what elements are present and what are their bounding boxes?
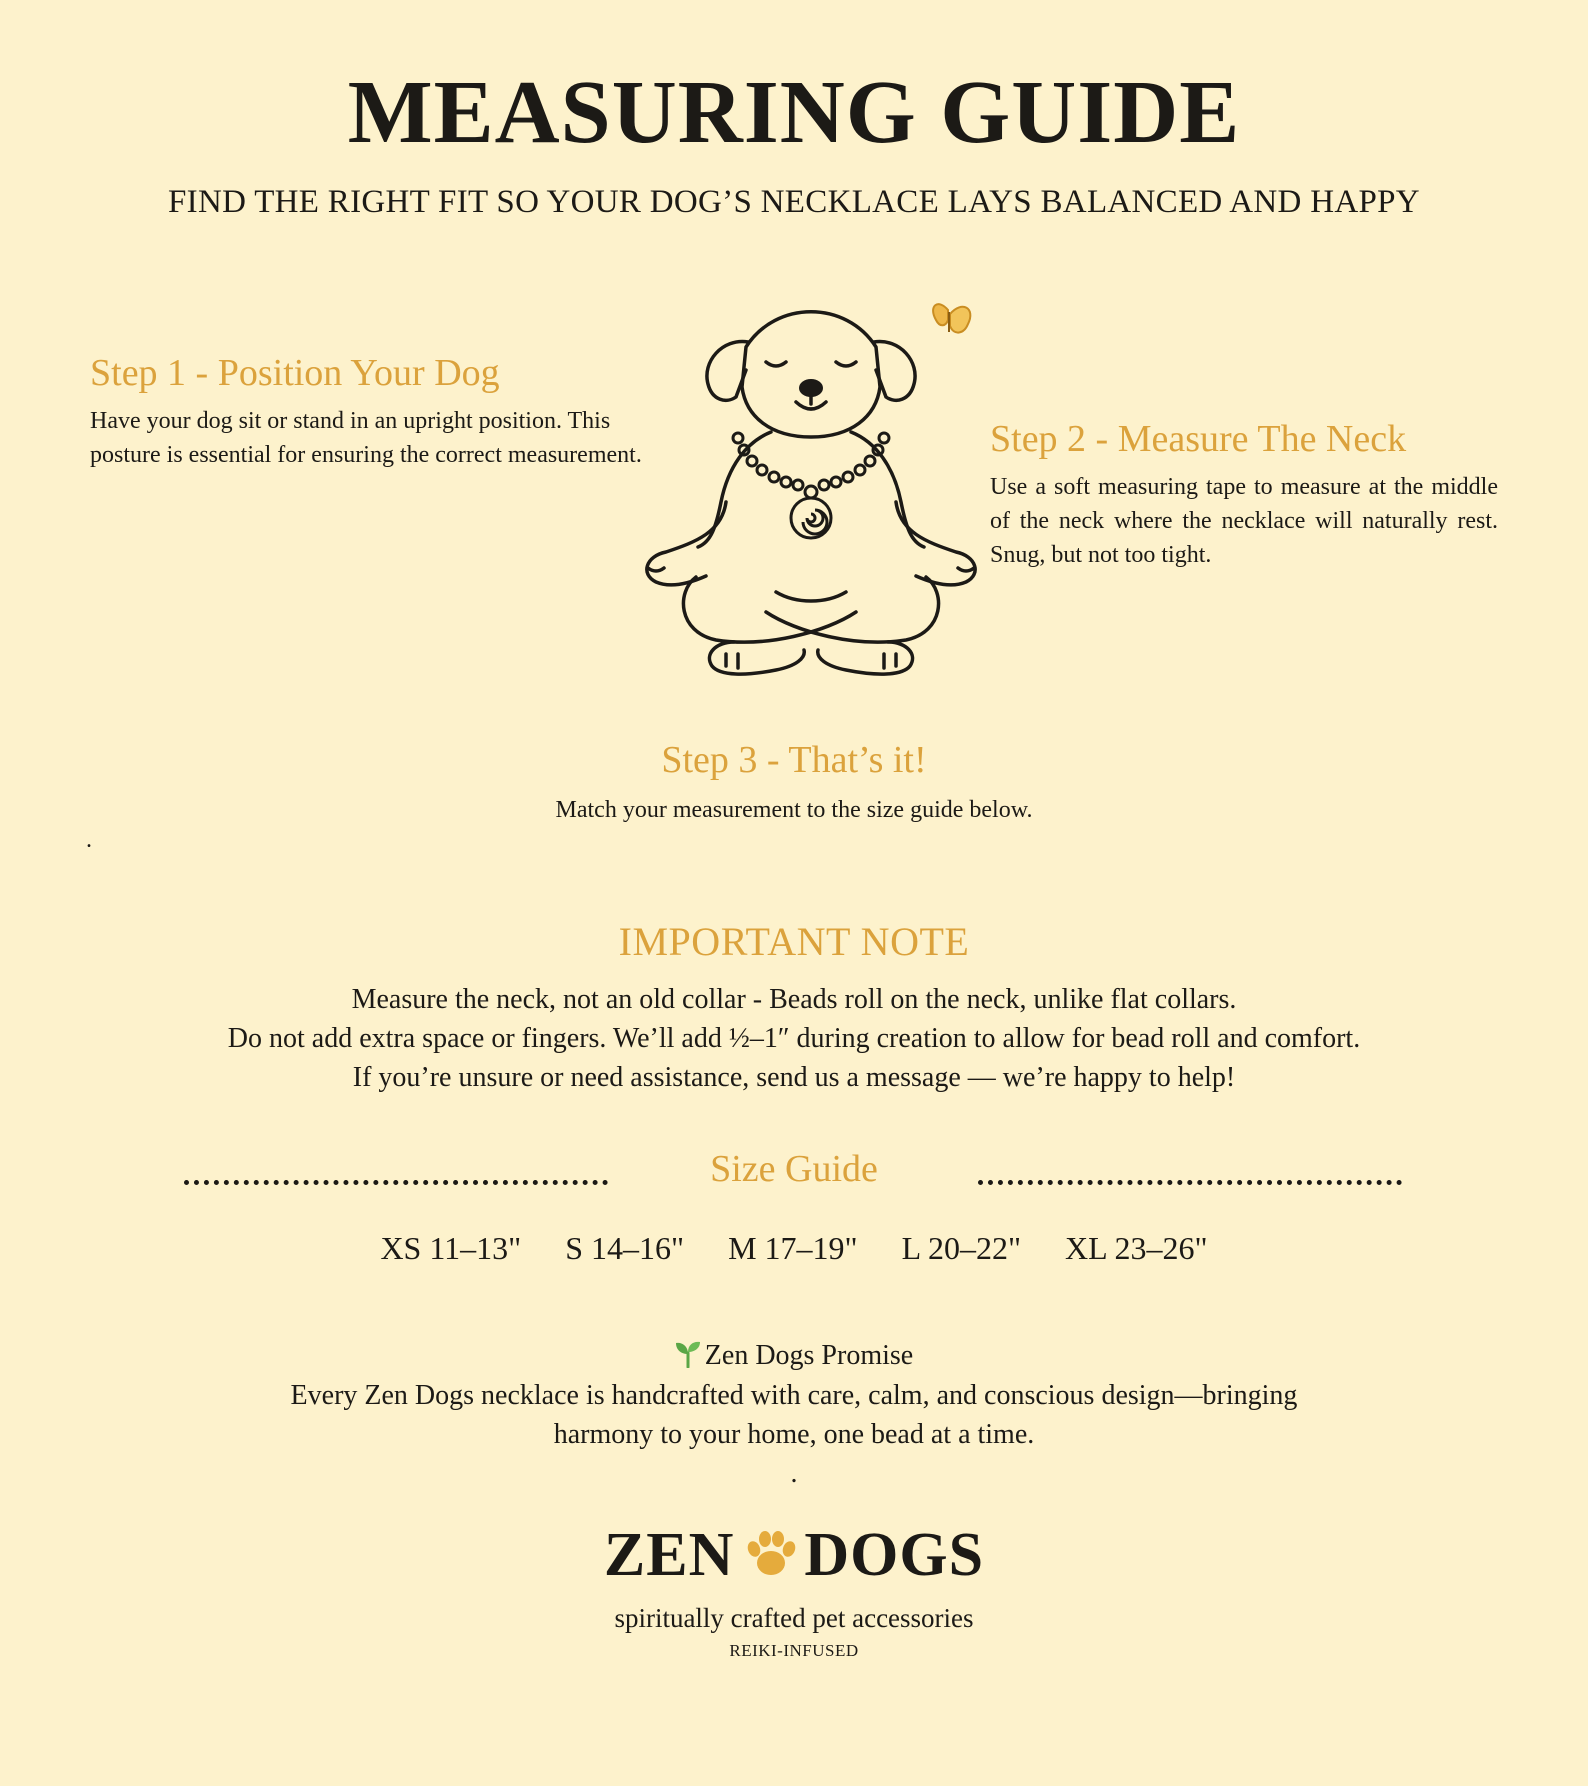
- page-title: MEASURING GUIDE: [347, 63, 1241, 162]
- step-3-text: Match your measurement to the size guide below.: [555, 797, 1033, 823]
- brand-name: [0, 1521, 1588, 1592]
- step-2-text: Use a soft measuring tape to measure at the middle of the neck where the necklace will naturally rest. Snug, but not too tight.: [990, 474, 1498, 568]
- step-1-text: Have your dog sit or stand in an upright position. This posture is essential for ensuring the correct measurement.: [90, 408, 642, 468]
- promise-heading: [0, 1338, 1588, 1374]
- step-3: [0, 741, 1588, 827]
- brand-tagline: spiritually crafted pet accessories: [614, 1603, 974, 1633]
- promise-line: Every Zen Dogs necklace is handcrafted with care, calm, and conscious design—bringing: [290, 1380, 1298, 1411]
- size-list: [0, 1232, 1588, 1264]
- important-note-text: [0, 980, 1588, 1097]
- brand-name-left: ZEN: [603, 1521, 735, 1589]
- step-1-title: Step 1 - Position Your Dog: [90, 352, 500, 394]
- paw-icon: [744, 1527, 798, 1592]
- promise-line: harmony to your home, one bead at a time.: [553, 1419, 1035, 1450]
- size-l: L 20–22": [901, 1230, 1022, 1266]
- sprout-icon: [675, 1340, 701, 1368]
- meditating-dog-illustration: [626, 292, 996, 692]
- page-subtitle: FIND THE RIGHT FIT SO YOUR DOG’S NECKLACE LAYS BALANCED AND HAPPY: [168, 184, 1420, 220]
- promise-dot: .: [790, 1458, 798, 1489]
- note-line: Measure the neck, not an old collar - Beads roll on the neck, unlike flat collars.: [351, 984, 1237, 1015]
- important-note: [0, 919, 1588, 1097]
- zen-dogs-promise: [0, 1338, 1588, 1493]
- important-note-title: IMPORTANT NOTE: [618, 919, 970, 964]
- meditating-dog-icon: [626, 292, 996, 692]
- size-xs: XS 11–13": [380, 1230, 522, 1266]
- note-line: Do not add extra space or fingers. We’ll add ½–1″ during creation to allow for bead roll and comfort.: [227, 1023, 1361, 1054]
- brand-logo: [0, 1521, 1588, 1662]
- promise-text: [0, 1376, 1588, 1493]
- size-guide-title: Size Guide: [710, 1148, 878, 1190]
- step-2-title: Step 2 - Measure The Neck: [990, 418, 1407, 460]
- butterfly-icon: [933, 304, 970, 332]
- size-m: M 17–19": [728, 1230, 858, 1266]
- size-xl: XL 23–26": [1065, 1230, 1208, 1266]
- size-s: S 14–16": [565, 1230, 685, 1266]
- brand-subline: REIKI-INFUSED: [729, 1641, 859, 1660]
- step-2: [990, 420, 1498, 572]
- dotted-divider-right: [978, 1180, 1402, 1185]
- step-3-title: Step 3 - That’s it!: [661, 739, 927, 781]
- brand-name-right: DOGS: [804, 1521, 985, 1589]
- step-1: [90, 354, 670, 472]
- stray-dot: .: [86, 827, 92, 853]
- promise-title: Zen Dogs Promise: [704, 1340, 914, 1371]
- note-line: If you’re unsure or need assistance, send us a message — we’re happy to help!: [352, 1062, 1236, 1093]
- size-guide-header: [0, 1150, 1588, 1210]
